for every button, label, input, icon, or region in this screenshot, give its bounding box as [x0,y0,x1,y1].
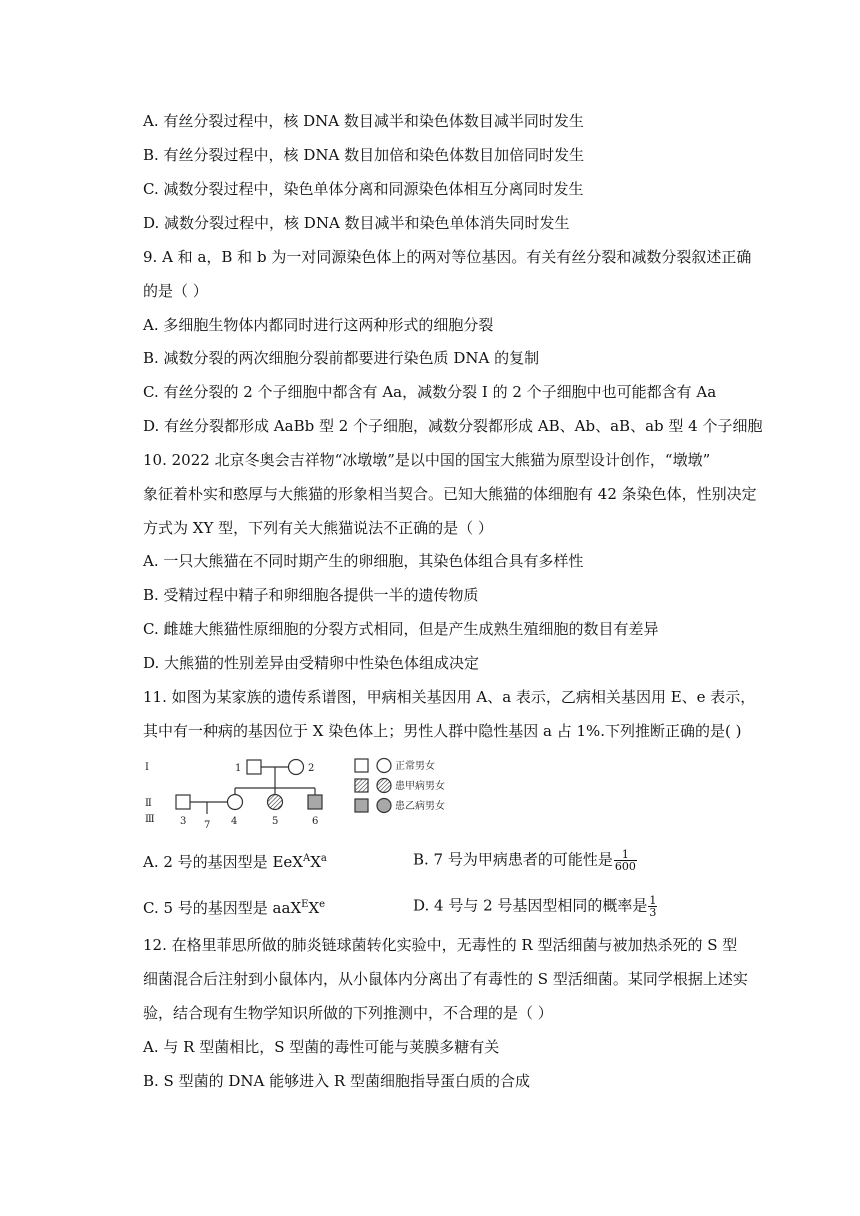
individual-4-normal-female [228,795,243,810]
legend-normal-female-icon [377,759,391,773]
individual-number-1: 1 [235,763,242,774]
q9-stem-line1: 9. A 和 a，B 和 b 为一对同源染色体上的两对等位基因。有关有丝分裂和减数分裂叙述正确 [143,248,752,266]
q10-option-a: A. 一只大熊猫在不同时期产生的卵细胞，其染色体组合具有多样性 [143,552,584,570]
q10-stem-line3: 方式为 XY 型，下列有关大熊猫说法不正确的是（ ） [143,519,493,537]
q8-option-d: D. 减数分裂过程中，核 DNA 数目减半和染色单体消失同时发生 [143,214,570,232]
legend-disease-a-female-icon [377,779,391,793]
fraction: $\frac{1}{3}$ [649,894,657,919]
q10-stem-line1: 10. 2022 北京冬奥会吉祥物“冰墩墩”是以中国的国宝大熊猫为原型设计创作，“墩墩” [143,451,711,469]
q12-option-a: A. 与 R 型菌相比，S 型菌的毒性可能与荚膜多糖有关 [143,1038,500,1056]
q12-stem-line3: 验，结合现有生物学知识所做的下列推测中，不合理的是（ ） [143,1004,553,1022]
q10-option-b: B. 受精过程中精子和卵细胞各提供一半的遗传物质 [143,586,479,604]
pedigree-diagram [143,752,503,832]
legend-disease-a-label: 患甲病男女 [395,781,445,792]
q9-option-d: D. 有丝分裂都形成 AaBb 型 2 个子细胞，减数分裂都形成 AB、Ab、aB、ab 型 4 个子细胞 [143,417,763,435]
individual-5-affected-a-female [268,795,283,810]
legend-normal-label: 正常男女 [395,761,435,772]
q12-stem-line2: 细菌混合后注射到小鼠体内，从小鼠体内分离出了有毒性的 S 型活细菌。某同学根据上述实 [143,970,748,988]
individual-number-2: 2 [308,763,315,774]
legend-disease-b-female-icon [377,799,391,813]
individual-number-3: 3 [180,816,187,827]
q8-option-a: A. 有丝分裂过程中，核 DNA 数目减半和染色体数目减半同时发生 [143,112,584,130]
individual-6-affected-b-male [308,795,322,809]
q11-option-c: C. 5 号的基因型是 aaX$^E$Xe [143,899,326,917]
q8-option-c: C. 减数分裂过程中，染色单体分离和同源染色体相互分离同时发生 [143,180,584,198]
individual-1-normal-male [247,760,261,774]
q10-option-d: D. 大熊猫的性别差异由受精卵中性染色体组成决定 [143,654,480,672]
q9-option-b: B. 减数分裂的两次细胞分裂前都要进行染色质 DNA 的复制 [143,349,540,367]
legend-disease-b-male-icon [355,799,368,812]
individual-number-6: 6 [312,816,319,827]
q9-stem-line2: 的是（ ） [143,282,208,300]
q10-option-c: C. 雌雄大熊猫性原细胞的分裂方式相同，但是产生成熟生殖细胞的数目有差异 [143,620,659,638]
q8-option-b: B. 有丝分裂过程中，核 DNA 数目加倍和染色体数目加倍同时发生 [143,146,585,164]
q11-option-b: B. 7 号为甲病患者的可能性是 $\frac{1}{600}$ [413,848,636,873]
individual-number-5: 5 [272,816,279,827]
q11-option-a: A. 2 号的基因型是 $EeX^AX^a$ [143,853,327,871]
fraction: $\frac{1}{600}$ [614,848,636,873]
individual-number-7: 7 [204,820,211,831]
generation-label-1: Ⅰ [145,762,149,773]
q11-stem-line1: 11. 如图为某家族的遗传系谱图，甲病相关基因用 A、a 表示，乙病相关基因用 E、e 表示， [143,688,756,706]
individual-2-normal-female [289,760,304,775]
legend-disease-a-male-icon [355,779,368,792]
legend-disease-b-label: 患乙病男女 [395,801,445,812]
individual-number-4: 4 [231,816,238,827]
q9-option-c: C. 有丝分裂的 2 个子细胞中都含有 Aa，减数分裂 I 的 2 个子细胞中也可能都含有 Aa [143,383,717,401]
q10-stem-line2: 象征着朴实和憨厚与大熊猫的形象相当契合。已知大熊猫的体细胞有 42 条染色体，性别决定 [143,485,757,503]
q9-option-a: A. 多细胞生物体内都同时进行这两种形式的细胞分裂 [143,316,494,334]
q12-option-b: B. S 型菌的 DNA 能够进入 R 型菌细胞指导蛋白质的合成 [143,1072,530,1090]
generation-label-2: Ⅱ [145,798,152,809]
individual-3-normal-male [176,795,190,809]
q11-stem-line2: 其中有一种病的基因位于 X 染色体上；男性人群中隐性基因 a 占 1%.下列推断正确的是( ) [143,722,742,740]
legend-normal-male-icon [355,759,368,772]
q11-option-d: D. 4 号与 2 号基因型相同的概率是 $\frac{1}{3}$ [413,894,657,919]
q12-stem-line1: 12. 在格里菲思所做的肺炎链球菌转化实验中，无毒性的 R 型活细菌与被加热杀死的 S 型 [143,936,738,954]
generation-label-3: Ⅲ [145,814,155,825]
